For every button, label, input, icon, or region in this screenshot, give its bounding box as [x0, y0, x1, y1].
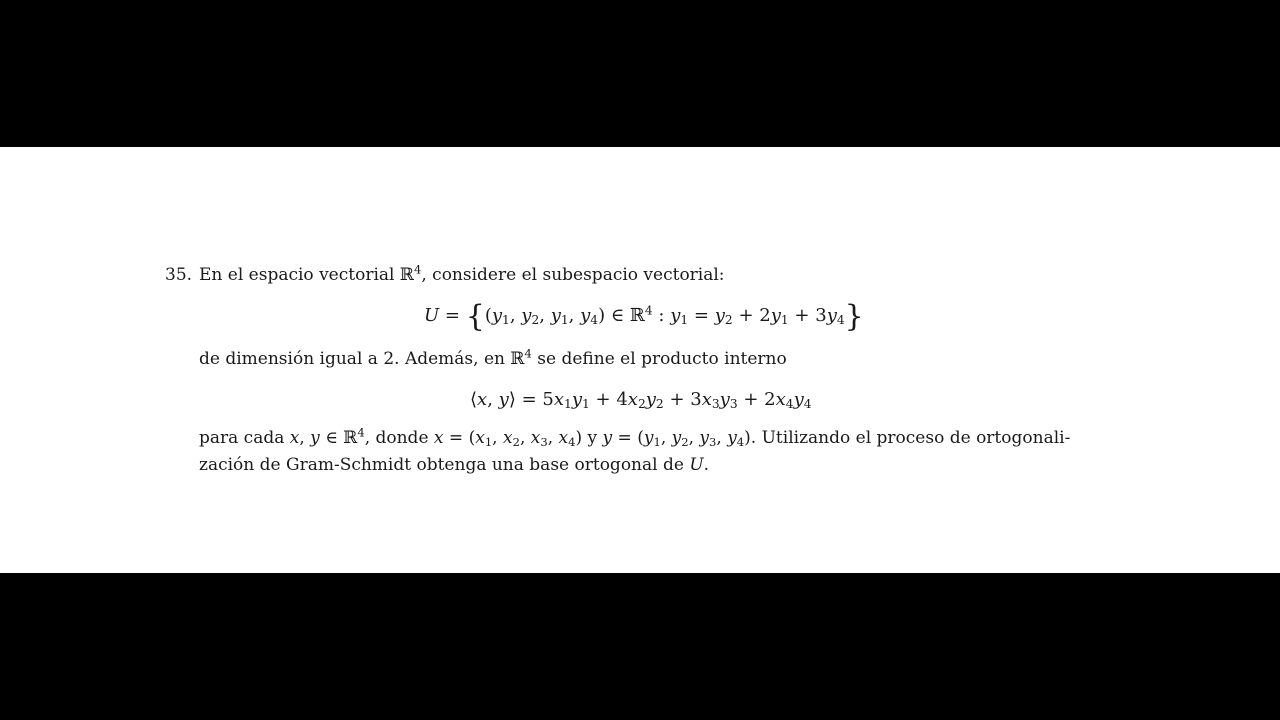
dimension-sentence: de dimensión igual a 2. Además, en ℝ$^4$ se define el producto interno — [199, 346, 787, 369]
intro-text: En el espacio vectorial — [199, 265, 400, 285]
inner-product-formula: ⟨x, y⟩ = $5x_1y_1 + 4x_2y_2 + 3x_3y_3 + 2x_4y_4$ — [470, 389, 812, 412]
right-brace: } — [844, 299, 864, 334]
document-page — [0, 147, 1280, 573]
intro-sentence — [199, 264, 725, 286]
exercise-number: 35. — [165, 265, 193, 285]
subspace-definition: $U = \{(y_1$, $y_2$, $y_1$, $y_4$) ∈ ℝ$^4$ : $y_1 = y_2 + 2y_1 + 3y_4$} — [424, 299, 864, 334]
real-space-symbol: ℝ$^4$ — [399, 262, 422, 285]
exercise-35 — [0, 147, 1280, 573]
intro-tail: , considere el subespacio vectorial: — [421, 265, 725, 285]
vectors-sentence-line-1: para cada x, y ∈ ℝ$^4$, donde $x = (x_1$, $x_2$, $x_3$, $x_4$) y $y = (y_1$, $y_2$, $y_3$, $y_4$). Utilizando el proceso de ortogonali- — [199, 425, 1071, 449]
left-brace: { — [465, 299, 485, 334]
vectors-sentence-line-2: zación de Gram-Schmidt obtenga una base ortogonal de U. — [199, 455, 710, 475]
